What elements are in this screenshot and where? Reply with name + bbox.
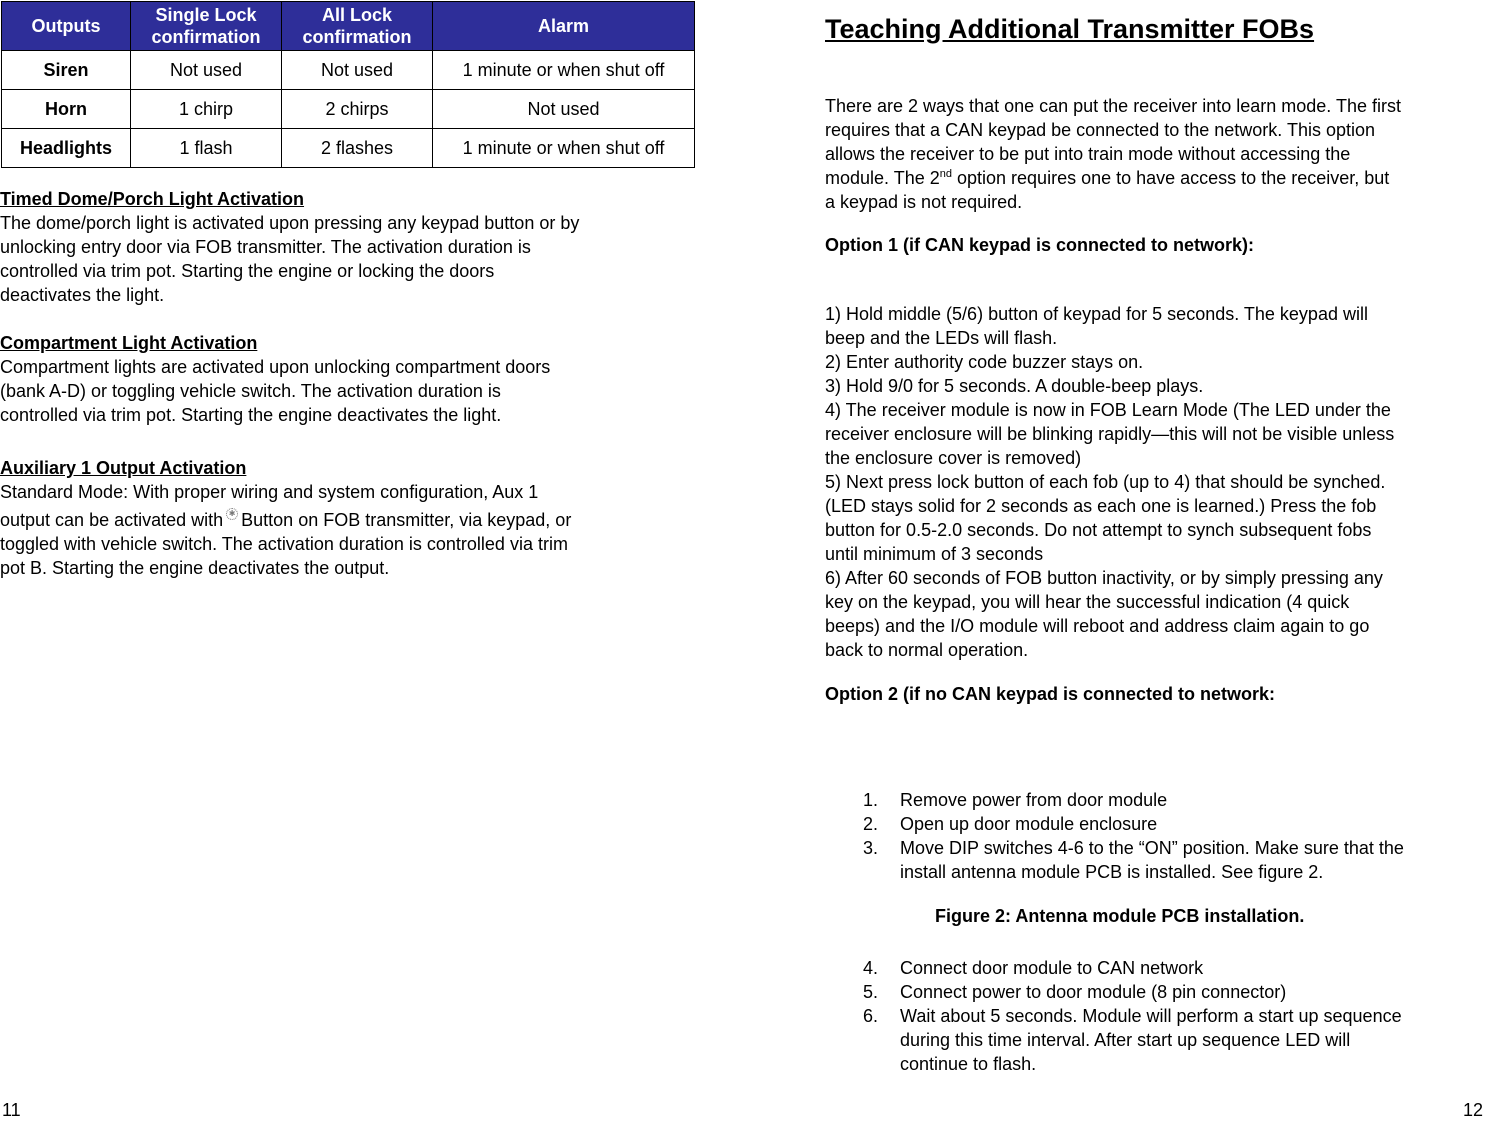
section-heading: Timed Dome/Porch Light Activation: [0, 189, 305, 209]
header-single-lock: Single Lock confirmation: [131, 2, 282, 51]
outputs-table: [1, 1, 695, 168]
list-text: Connect door module to CAN network: [900, 958, 1204, 978]
header-alarm: Alarm: [433, 2, 695, 51]
list-item: [863, 836, 1497, 884]
figure-caption: Figure 2: Antenna module PCB installation.: [935, 906, 1305, 926]
table-cell: 1 flash: [131, 129, 282, 168]
list-item: [863, 788, 1497, 812]
para-line: receiver enclosure will be blinking rapidly—this will not be visible unless: [825, 424, 1395, 444]
list-item: [863, 980, 1497, 1004]
compartment-light-section: [0, 331, 690, 427]
para-line: pot B. Starting the engine deactivates the output.: [0, 558, 390, 578]
table-row: [2, 51, 695, 90]
para-line: toggled with vehicle switch. The activation duration is controlled via trim: [0, 534, 568, 554]
para-line: back to normal operation.: [825, 640, 1029, 660]
para-line: beeps) and the I/O module will reboot and address claim again to go: [825, 616, 1370, 636]
para-line: key on the keypad, you will hear the successful indication (4 quick: [825, 592, 1350, 612]
para-line: 4) The receiver module is now in FOB Learn Mode (The LED under the: [825, 400, 1391, 420]
option1-instructions: [825, 302, 1497, 662]
para-line: 2) Enter authority code buzzer stays on.: [825, 352, 1144, 372]
para-line: 3) Hold 9/0 for 5 seconds. A double-beep plays.: [825, 376, 1204, 396]
table-header-row: [2, 2, 695, 51]
section-heading: Compartment Light Activation: [0, 333, 258, 353]
option2-steps-list: [863, 788, 1497, 884]
para-line: requires that a CAN keypad be connected to the network. This option: [825, 120, 1375, 140]
list-text: Connect power to door module (8 pin connector): [900, 982, 1287, 1002]
para-fragment: module. The 2: [825, 168, 940, 188]
para-line: controlled via trim pot. Starting the engine or locking the doors: [0, 261, 495, 281]
page-number-right: 12: [1463, 1100, 1484, 1120]
page-title: Teaching Additional Transmitter FOBs: [825, 14, 1315, 44]
row-label-headlights: Headlights: [2, 129, 131, 168]
para-fragment: option requires one to have access to the receiver, but: [952, 168, 1390, 188]
para-line: There are 2 ways that one can put the receiver into learn mode. The first: [825, 96, 1401, 116]
para-line: [0, 508, 690, 532]
para-line: Compartment lights are activated upon unlocking compartment doors: [0, 357, 551, 377]
list-item: [863, 956, 1497, 980]
list-text: Remove power from door module: [900, 790, 1168, 810]
list-text: Open up door module enclosure: [900, 814, 1158, 834]
para-line: Standard Mode: With proper wiring and system configuration, Aux 1: [0, 482, 539, 502]
fob-aux-button-icon: ✱: [226, 508, 238, 520]
para-line: (LED stays solid for 2 seconds as each one is learned.) Press the fob: [825, 496, 1377, 516]
list-text: install antenna module PCB is installed. See figure 2.: [900, 862, 1324, 882]
superscript: nd: [939, 168, 952, 180]
para-line: button for 0.5-2.0 seconds. Do not attempt to synch subsequent fobs: [825, 520, 1372, 540]
para-line: 5) Next press lock button of each fob (up to 4) that should be synched.: [825, 472, 1386, 492]
para-line: The dome/porch light is activated upon pressing any keypad button or by: [0, 213, 580, 233]
option2-heading: Option 2 (if no CAN keypad is connected to network:: [825, 684, 1276, 704]
row-label-siren: Siren: [2, 51, 131, 90]
header-all-lock: All Lock confirmation: [282, 2, 433, 51]
para-fragment: output can be activated with: [0, 510, 224, 530]
list-number: 5.: [863, 982, 879, 1002]
para-line: (bank A-D) or toggling vehicle switch. The activation duration is: [0, 381, 501, 401]
dome-light-section: [0, 187, 690, 307]
para-line: until minimum of 3 seconds: [825, 544, 1044, 564]
table-cell: Not used: [433, 90, 695, 129]
header-outputs: Outputs: [2, 2, 131, 51]
list-text: Move DIP switches 4-6 to the “ON” position. Make sure that the: [900, 838, 1404, 858]
list-text: continue to flash.: [900, 1054, 1037, 1074]
table-cell: Not used: [282, 51, 433, 90]
table-cell: 2 chirps: [282, 90, 433, 129]
table-cell: 1 minute or when shut off: [433, 129, 695, 168]
list-number: 3.: [863, 838, 879, 858]
table-cell: 2 flashes: [282, 129, 433, 168]
list-text: during this time interval. After start up sequence LED will: [900, 1030, 1351, 1050]
list-number: 4.: [863, 958, 879, 978]
para-line: 1) Hold middle (5/6) button of keypad for 5 seconds. The keypad will: [825, 304, 1368, 324]
intro-paragraph: [825, 94, 1497, 214]
para-line: unlocking entry door via FOB transmitter. The activation duration is: [0, 237, 531, 257]
para-line: beep and the LEDs will flash.: [825, 328, 1058, 348]
aux-output-section: [0, 456, 690, 580]
right-page: [825, 0, 1497, 1120]
para-line: allows the receiver to be put into train mode without accessing the: [825, 144, 1351, 164]
row-label-horn: Horn: [2, 90, 131, 129]
list-text: Wait about 5 seconds. Module will perform a start up sequence: [900, 1006, 1402, 1026]
list-number: 1.: [863, 790, 879, 810]
table-row: [2, 90, 695, 129]
option1-heading: Option 1 (if CAN keypad is connected to network):: [825, 235, 1255, 255]
left-page: [0, 0, 700, 1120]
list-item: [863, 812, 1497, 836]
para-line: controlled via trim pot. Starting the engine deactivates the light.: [0, 405, 502, 425]
para-fragment: Button on FOB transmitter, via keypad, or: [241, 510, 572, 530]
para-line: 6) After 60 seconds of FOB button inactivity, or by simply pressing any: [825, 568, 1383, 588]
para-line: deactivates the light.: [0, 285, 165, 305]
table-row: [2, 129, 695, 168]
para-line: a keypad is not required.: [825, 192, 1023, 212]
list-number: 6.: [863, 1006, 879, 1026]
para-line: [825, 166, 1497, 190]
table-cell: 1 minute or when shut off: [433, 51, 695, 90]
table-cell: Not used: [131, 51, 282, 90]
para-line: the enclosure cover is removed): [825, 448, 1082, 468]
section-heading: Auxiliary 1 Output Activation: [0, 458, 247, 478]
list-number: 2.: [863, 814, 879, 834]
list-item: [863, 1004, 1497, 1076]
page-number-left: 11: [2, 1100, 21, 1120]
option2-steps-list-continued: [863, 956, 1497, 1076]
table-cell: 1 chirp: [131, 90, 282, 129]
